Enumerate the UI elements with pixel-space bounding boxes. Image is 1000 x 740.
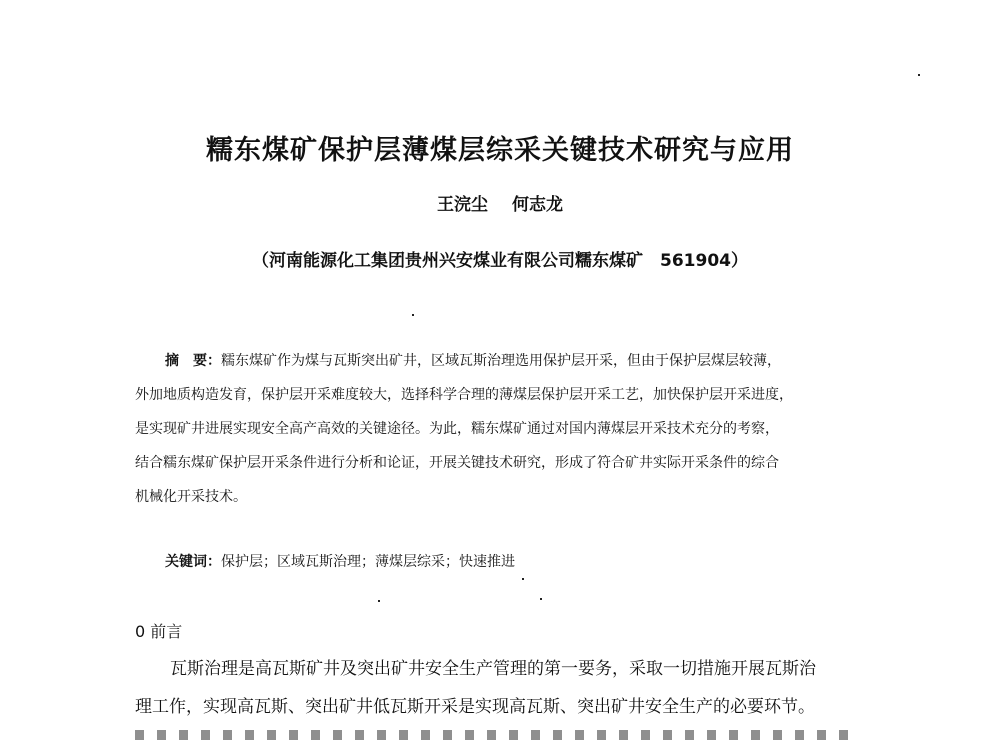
cut-off-text-line <box>135 730 855 740</box>
scan-speck <box>540 598 542 600</box>
body-paragraph <box>135 650 860 726</box>
scan-speck <box>378 600 380 602</box>
author-list <box>0 190 1000 215</box>
keywords-text: 保护层；区域瓦斯治理；薄煤层综采；快速推进 <box>221 554 515 570</box>
abstract-line: 是实现矿井进展实现安全高产高效的关键途径。为此，糯东煤矿通过对国内薄煤层开采技术充分的考察， <box>135 421 779 437</box>
affiliation: （河南能源化工集团贵州兴安煤业有限公司糯东煤矿 561904） <box>252 251 748 271</box>
abstract-label: 摘 要： <box>165 353 221 369</box>
scan-speck <box>412 314 414 316</box>
section-heading: 0 前言 <box>135 622 183 641</box>
body-line: 瓦斯治理是高瓦斯矿井及突出矿井安全生产管理的第一要务，采取一切措施开展瓦斯治 <box>170 659 816 679</box>
scan-speck <box>918 74 920 76</box>
body-line: 理工作，实现高瓦斯、突出矿井低瓦斯开采是实现高瓦斯、突出矿井安全生产的必要环节。 <box>135 697 815 717</box>
abstract-line: 摘 要：糯东煤矿作为煤与瓦斯突出矿井，区域瓦斯治理选用保护层开采，但由于保护层煤层较薄， <box>135 344 860 378</box>
author-name: 何志龙 <box>511 195 563 215</box>
author-name: 王浣尘 <box>437 195 489 215</box>
paper-title: 糯东煤矿保护层薄煤层综采关键技术研究与应用 <box>206 135 794 166</box>
abstract <box>135 344 860 514</box>
keywords <box>165 551 515 571</box>
abstract-line: 机械化开采技术。 <box>135 489 247 505</box>
abstract-line: 结合糯东煤矿保护层开采条件进行分析和论证，开展关键技术研究，形成了符合矿井实际开采条件的综合 <box>135 455 779 471</box>
abstract-line: 外加地质构造发育，保护层开采难度较大，选择科学合理的薄煤层保护层开采工艺，加快保护层开采进度， <box>135 387 793 403</box>
keywords-label: 关键词： <box>165 554 221 570</box>
scan-speck <box>522 578 524 580</box>
